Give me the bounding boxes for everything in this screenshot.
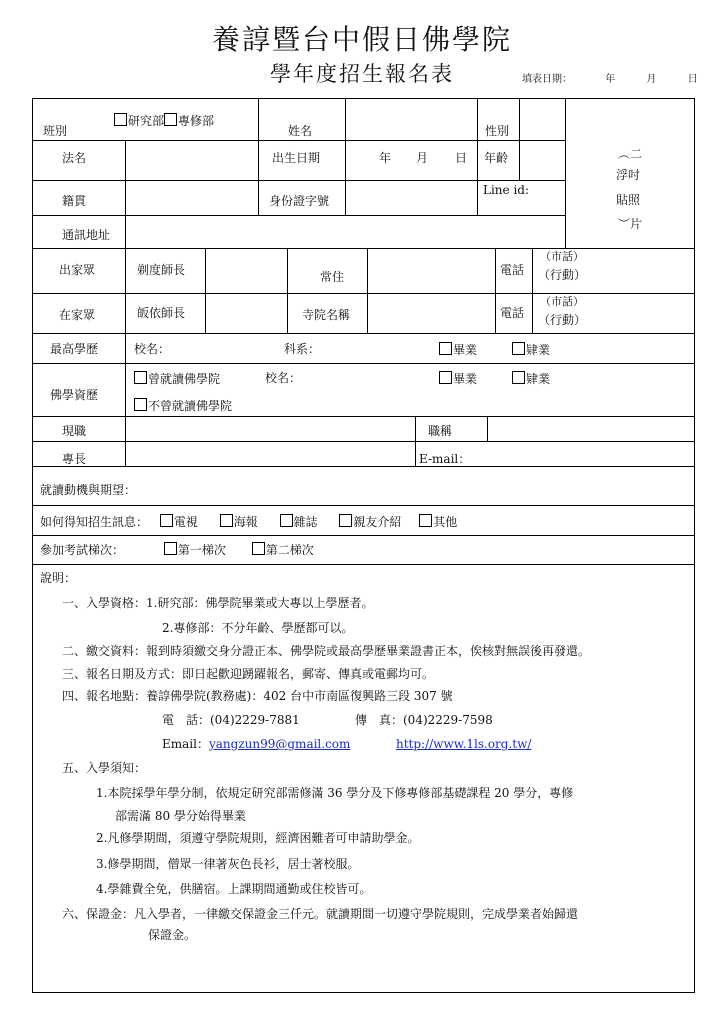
- advanced-checkbox[interactable]: [164, 113, 177, 126]
- note-4-tel: 電 話：(04)2229-7881: [162, 713, 300, 727]
- attended-incomplete-label: 肄業: [526, 372, 551, 386]
- exam-2-label: 第二梯次: [265, 543, 314, 557]
- col-line: [532, 248, 533, 333]
- school-label: 校名：: [134, 342, 171, 356]
- col-line: [495, 248, 496, 333]
- row-line: [32, 416, 695, 417]
- row-line: [32, 466, 695, 467]
- research-checkbox[interactable]: [114, 113, 127, 126]
- advanced-label: 專修部: [178, 114, 215, 128]
- row-line: [32, 505, 695, 506]
- phone-home-2: （市話）: [540, 295, 584, 308]
- residence-label: 常住: [320, 270, 345, 284]
- website-link[interactable]: http://www.1ls.org.tw/: [396, 737, 532, 751]
- age-label: 年齡: [484, 151, 509, 165]
- source-label: 如何得知招生訊息：: [40, 515, 149, 529]
- phone-home-1: （市話）: [540, 250, 584, 263]
- attended-school-label: 校名：: [265, 371, 302, 385]
- line-id-label: Line id:: [483, 183, 530, 197]
- exam-row: [40, 542, 314, 557]
- birth-year: 年: [379, 151, 392, 165]
- source-magazine-label: 雜誌: [293, 515, 318, 529]
- graduated-checkbox[interactable]: [439, 342, 452, 355]
- source-friends-label: 親友介紹: [353, 515, 402, 529]
- source-poster-label: 海報: [233, 515, 258, 529]
- job-title-label: 職稱: [428, 424, 453, 438]
- row-line: [32, 564, 695, 565]
- col-line: [477, 98, 478, 215]
- note-4-email-row: [162, 737, 350, 751]
- motivation-label: 就讀動機與期望：: [40, 483, 137, 497]
- edu-incomplete: [512, 342, 550, 357]
- note-3: 三、報名日期及方式：即日起歡迎踴躍報名，郵寄、傳真或電郵均可。: [62, 667, 435, 681]
- not-attended-option: [134, 398, 232, 413]
- form-title: 學年度招生報名表: [270, 62, 454, 86]
- row-line: [32, 180, 565, 181]
- email-label: E-mail：: [419, 452, 471, 466]
- name-label: 姓名: [288, 124, 313, 138]
- not-attended-checkbox[interactable]: [134, 398, 147, 411]
- email-link[interactable]: yangzun99@gmail.com: [208, 737, 351, 751]
- research-label: 研究部: [128, 114, 165, 128]
- col-line: [415, 416, 416, 466]
- note-5-1a: 1.本院採學年學分制，依規定研究部需修滿 36 學分及下修專修部基礎課程 20 學分，專修: [96, 786, 574, 800]
- note-5: 五、入學須知：: [62, 761, 147, 775]
- dharma-name-label: 法名: [62, 151, 87, 165]
- row-line: [32, 248, 695, 249]
- note-6b: 保證金。: [148, 928, 197, 942]
- attended-label: 曾就讀佛學院: [148, 372, 221, 386]
- col-line: [345, 98, 346, 215]
- note-4: 四、報名地點：養諄佛學院(教務處)：402 台中市南區復興路三段 307 號: [62, 689, 453, 703]
- incomplete-label: 肄業: [526, 343, 551, 357]
- birth-label: 出生日期: [272, 151, 321, 165]
- phone-mobile-2: （行動）: [538, 313, 587, 327]
- note-6a: 六、保證金：凡入學者，一律繳交保證金三仟元。就讀期間一切遵守學院規則，完成學業者始歸還: [62, 907, 579, 921]
- graduated-label: 畢業: [453, 343, 478, 357]
- major-label: 科系：: [284, 342, 321, 356]
- exam-2-checkbox[interactable]: [252, 542, 265, 555]
- photo-line4: ︶片: [618, 217, 643, 231]
- email-prefix: Email：: [162, 737, 209, 751]
- attended-graduated-label: 畢業: [453, 372, 478, 386]
- note-5-1b: 部需滿 80 學分始得畢業: [115, 809, 246, 823]
- class-options: [114, 113, 214, 128]
- gender-label: 性別: [485, 124, 510, 138]
- buddhist-label: 佛學資歷: [50, 388, 99, 402]
- refuge-label: 皈依師長: [137, 306, 186, 320]
- exam-1-label: 第一梯次: [177, 543, 226, 557]
- phone-label-1: 電話: [500, 263, 525, 277]
- address-label: 通訊地址: [62, 228, 111, 242]
- edu-graduated: [439, 342, 477, 357]
- col-line: [487, 416, 488, 441]
- monastic-label: 出家眾: [59, 263, 96, 277]
- note-5-3: 3.修學期間，僧眾一律著灰色長衫，居士著校服。: [96, 857, 360, 871]
- col-line: [519, 98, 520, 180]
- native-label: 籍貫: [62, 194, 87, 208]
- tonsure-label: 剃度師長: [137, 263, 186, 277]
- id-label: 身份證字號: [269, 194, 330, 208]
- note-4-fax: 傳 真：(04)2229-7598: [355, 713, 493, 727]
- row-line: [32, 441, 695, 442]
- skill-label: 專長: [62, 452, 87, 466]
- source-tv-checkbox[interactable]: [160, 514, 173, 527]
- source-friends-checkbox[interactable]: [339, 514, 352, 527]
- photo-line1: ︵二: [618, 147, 643, 161]
- school-title: 養諄暨台中假日佛學院: [211, 23, 512, 56]
- row-line: [32, 333, 695, 334]
- job-label: 現職: [62, 424, 87, 438]
- fill-date-day: 日: [687, 74, 698, 85]
- photo-divider: [565, 98, 566, 248]
- source-other-checkbox[interactable]: [419, 514, 432, 527]
- photo-line2: 浮吋: [616, 168, 641, 182]
- birth-day: 日: [455, 151, 468, 165]
- note-1a: 一、入學資格：1.研究部：佛學院畢業或大專以上學歷者。: [62, 596, 374, 610]
- incomplete-checkbox[interactable]: [512, 342, 525, 355]
- col-line: [205, 248, 206, 333]
- attended-graduated-checkbox[interactable]: [439, 371, 452, 384]
- col-line: [125, 248, 126, 363]
- photo-line3: 貼照: [616, 193, 641, 207]
- not-attended-label: 不曾就讀佛學院: [148, 399, 233, 413]
- source-poster-checkbox[interactable]: [220, 514, 233, 527]
- exam-label: 參加考試梯次：: [40, 543, 125, 557]
- website-link-row: [396, 737, 531, 751]
- note-5-2: 2.凡修學期間，須遵守學院規則，經濟困難者可申請助學金。: [96, 831, 420, 845]
- class-label: 班別: [43, 124, 68, 138]
- phone-label-2: 電話: [500, 306, 525, 320]
- source-row: [40, 514, 457, 529]
- fill-date-label: 填表日期：: [522, 74, 572, 85]
- row-line: [32, 215, 565, 216]
- education-label: 最高學歷: [50, 342, 99, 356]
- row-line: [32, 140, 565, 141]
- source-tv-label: 電視: [173, 515, 198, 529]
- source-magazine-checkbox[interactable]: [280, 514, 293, 527]
- phone-mobile-1: （行動）: [538, 268, 587, 282]
- fill-date-month: 月: [646, 74, 657, 85]
- attended-graduated: [439, 371, 477, 386]
- fill-date: [522, 70, 698, 85]
- attended-incomplete-checkbox[interactable]: [512, 371, 525, 384]
- row-line: [32, 535, 695, 536]
- col-line: [367, 248, 368, 333]
- notes-heading: 說明：: [40, 571, 77, 585]
- note-1b: 2.專修部：不分年齡、學歷都可以。: [162, 621, 354, 635]
- note-5-4: 4.學雜費全免，供膳宿。上課期間通勤或住校皆可。: [96, 882, 372, 896]
- row-line: [32, 363, 695, 364]
- col-line: [287, 248, 288, 333]
- col-line: [125, 140, 126, 248]
- exam-1-checkbox[interactable]: [164, 542, 177, 555]
- fill-date-year: 年: [605, 74, 616, 85]
- note-2: 二、繳交資料：報到時須繳交身分證正本、佛學院或最高學歷畢業證書正本，俟核對無誤後再發還。: [62, 644, 591, 658]
- source-other-label: 其他: [433, 515, 458, 529]
- temple-label: 寺院名稱: [302, 308, 351, 322]
- attended-incomplete: [512, 371, 550, 386]
- row-line: [32, 293, 695, 294]
- birth-month: 月: [416, 151, 429, 165]
- attended-checkbox[interactable]: [134, 371, 147, 384]
- col-line: [125, 363, 126, 466]
- lay-label: 在家眾: [59, 308, 96, 322]
- col-line: [258, 98, 259, 215]
- attended-option: [134, 371, 220, 386]
